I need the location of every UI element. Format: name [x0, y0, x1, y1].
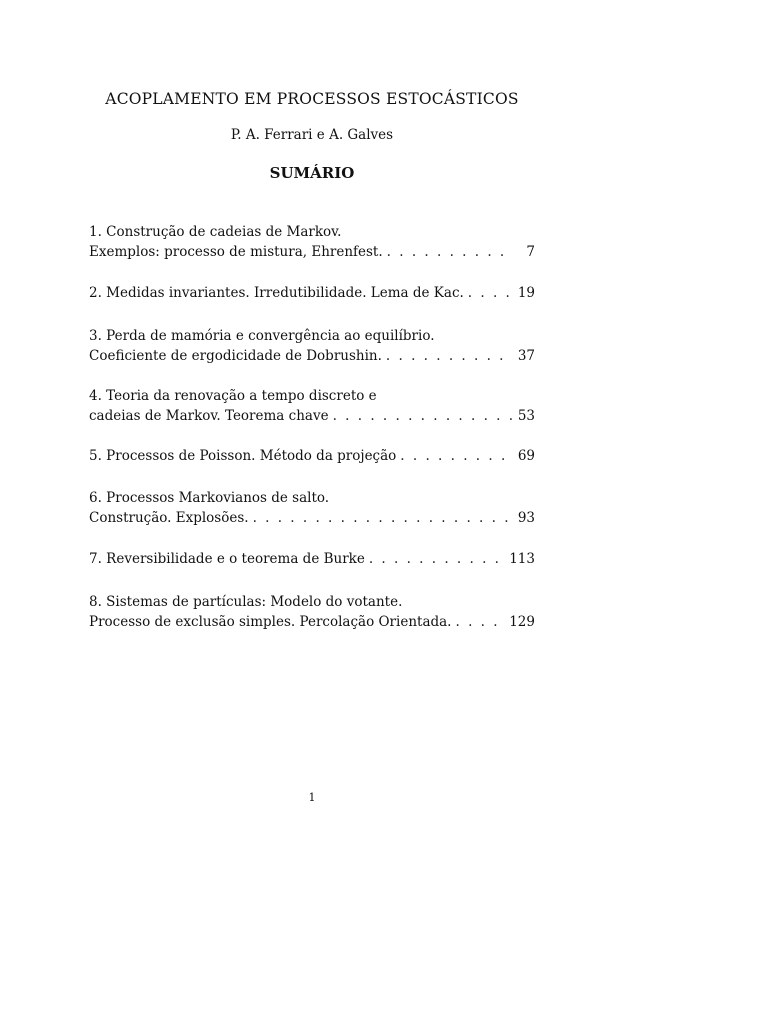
toc-entry-title: 6. Processos Markovianos de salto. [89, 490, 330, 506]
toc-entry-leader-line [89, 283, 535, 303]
toc-entry-title: 4. Teoria da renovação a tempo discreto e [89, 388, 377, 404]
toc-page-number: 113 [509, 551, 535, 567]
dot-leader [400, 446, 513, 466]
toc-entry-title: 1. Construção de cadeias de Markov. [89, 224, 342, 240]
toc-entry-title: 8. Sistemas de partículas: Modelo do votante. [89, 594, 403, 610]
page-number: 1 [308, 791, 316, 804]
document-title: ACOPLAMENTO EM PROCESSOS ESTOCÁSTICOS [105, 90, 519, 108]
dot-leader [387, 242, 513, 262]
toc-entry-leader-line [89, 612, 535, 632]
dot-leader [369, 549, 505, 569]
toc-page-number: 93 [517, 510, 535, 526]
toc-page-number: 37 [517, 348, 535, 364]
toc-entry-3 [89, 326, 535, 366]
toc-entry-4 [89, 386, 535, 426]
toc-page-number: 69 [517, 448, 535, 464]
toc-entry-leader-line [89, 406, 535, 426]
toc-entry-leader-line [89, 346, 535, 366]
toc-entry-1 [89, 222, 535, 262]
toc-entry-subtitle: Exemplos: processo de mistura, Ehrenfest. [89, 244, 383, 260]
toc-entry-6 [89, 488, 535, 528]
toc-entry-subtitle: cadeias de Markov. Teorema chave [89, 408, 329, 424]
dot-leader [253, 508, 513, 528]
toc-entry-subtitle: Construção. Explosões. [89, 510, 249, 526]
toc-entry-5 [89, 446, 535, 466]
toc-entry-subtitle: Processo de exclusão simples. Percolação Orientada. [89, 614, 452, 630]
toc-page-number: 53 [517, 408, 535, 424]
dot-leader [333, 406, 513, 426]
toc-page-number: 19 [517, 285, 535, 301]
toc-entry-title: 7. Reversibilidade e o teorema de Burke [89, 551, 365, 567]
toc-entry-title: 3. Perda de mamória e convergência ao equilíbrio. [89, 328, 435, 344]
summary-heading: SUMÁRIO [269, 164, 355, 182]
toc-page-number: 129 [509, 614, 535, 630]
document-authors: P. A. Ferrari e A. Galves [230, 127, 394, 143]
toc-page-number: 7 [526, 244, 535, 260]
toc-entry-2 [89, 283, 535, 303]
dot-leader [386, 346, 513, 366]
toc-entry-8 [89, 592, 535, 632]
toc-entry-subtitle: Coeficiente de ergodicidade de Dobrushin. [89, 348, 382, 364]
toc-entry-title: 5. Processos de Poisson. Método da projeção [89, 448, 397, 464]
toc-entry-leader-line [89, 446, 535, 466]
toc-entry-7 [89, 549, 535, 569]
toc-entry-leader-line [89, 549, 535, 569]
dot-leader [468, 283, 513, 303]
toc-entry-title: 2. Medidas invariantes. Irredutibilidade. Lema de Kac. [89, 285, 464, 301]
toc-entry-leader-line [89, 508, 535, 528]
toc-entry-leader-line [89, 242, 535, 262]
dot-leader [455, 612, 505, 632]
